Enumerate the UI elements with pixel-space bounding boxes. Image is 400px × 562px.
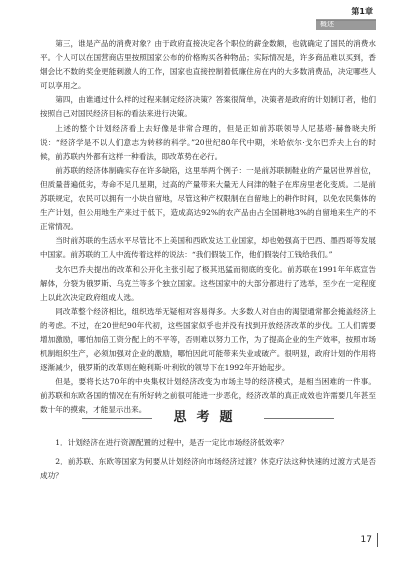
paragraph: 当时前苏联的生活水平尽管比不上美国和西欧发达工业国家，却也勉强高于巴西、墨西哥等发展中国家。前苏联的工人中流传着这样的说法：“我们假装工作，他们假装付工钱给我们。” (40, 236, 376, 260)
paragraph: 但是，要将长达70年的中央集权计划经济改变为市场主导的经济模式，是相当困难的一件事。前苏联和东欧各国的情况在有所好转之前很可能进一步恶化，经济改革的真正成效也许需要几年甚至数十年的摸索，才能显示出来。 (40, 377, 376, 415)
question-list (40, 436, 376, 488)
paragraph: 上述的整个计划经济看上去好像是非常合理的，但是正如前苏联领导人尼基塔·赫鲁晓夫所说：“经济学是不以人们意志为转移的科学。”20世纪80年代中期，米哈依尔·戈尔巴乔夫上台的时候，前苏联内外都有这样一种看法，即改革势在必行。 (40, 123, 376, 161)
paragraph: 前苏联的经济体制确实存在许多缺陷，这里举两个例子：一是前苏联制鞋业的产量居世界首位，但质量普遍低劣，寿命不足几星期，过高的产量带来大量无人问津的鞋子在库房里老化变质。二是前苏联规定，农民可以拥有一小块自留地，尽管这种产权限制在自留地上的耕作时间，以免农民集体的生产计划，但公用地生产来过于低下，造成高达92%的农产品由占全国耕地3%的自留地来生产的不正常情况。 (40, 165, 376, 232)
paragraph: 同改革整个经济相比，组织选举无疑相对容易得多。大多数人对自由的渴望通常都会掩盖经济上的考虑。不过，在20世纪90年代初，这些国家似乎也并没有找到开放经济改革的步伐。工人们需要增加激励，哪怕加倍工资分配上的不平等，否则难以努力工作，为了提高企业的生产效率，按照市场机制组织生产，必须加强对企业的激励，哪怕因此可能带来失业或破产。很明显，政府计划的作用将逐渐减少，俄罗斯的改革则在鲍利斯·叶利钦的领导下在1992年开始起步。 (40, 306, 376, 373)
question-item: 1．计划经济在进行资源配置的过程中，是否一定比市场经济低效率？ (55, 438, 288, 447)
paragraph: 第三，谁是产品的消费对象？由于政府直接决定各个职位的薪金数额，也就确定了国民的消费水平。个人可以在国营商店里按照国家公布的价格购买各种物品；实际情况是，许多商品难以买到，香烟会比不数的奖金更能刺激人的工作，国家也直接控制着低廉住房在内的大多数消费品，决定哪些人可以享用之。 (40, 39, 376, 91)
paragraph: 第四，由谁通过什么样的过程来制定经济决策？答案很简单，决策者是政府的计划制订者，他们按照自己对国民经济目标的看法来进行决策。 (40, 95, 376, 119)
section-tab: 概述 (316, 19, 376, 30)
section-title: 思考题 (173, 410, 243, 425)
running-header (316, 6, 376, 30)
exercise-section-heading (40, 408, 376, 428)
header-rule (316, 20, 376, 21)
body-text (40, 37, 376, 418)
chapter-label: 第1章 (351, 7, 373, 16)
question-item: 2．前苏联、东欧等国家为何要从计划经济向市场经济过渡？休克疗法这种快速的过渡方式是否成功？ (40, 457, 376, 481)
heading-rule-right (264, 418, 334, 419)
paragraph: 戈尔巴乔夫提出的改革和公开化主张引起了极其迅猛而彻底的变化。前苏联在1991年年底宣告解体，分裂为俄罗斯、乌克兰等多个独立国家。这些国家中的大部分都进行了选举，至少在一定程度上以此次决定政府组成人选。 (40, 264, 376, 302)
page-number-rule (377, 533, 378, 547)
page-number: 17 (360, 535, 372, 545)
